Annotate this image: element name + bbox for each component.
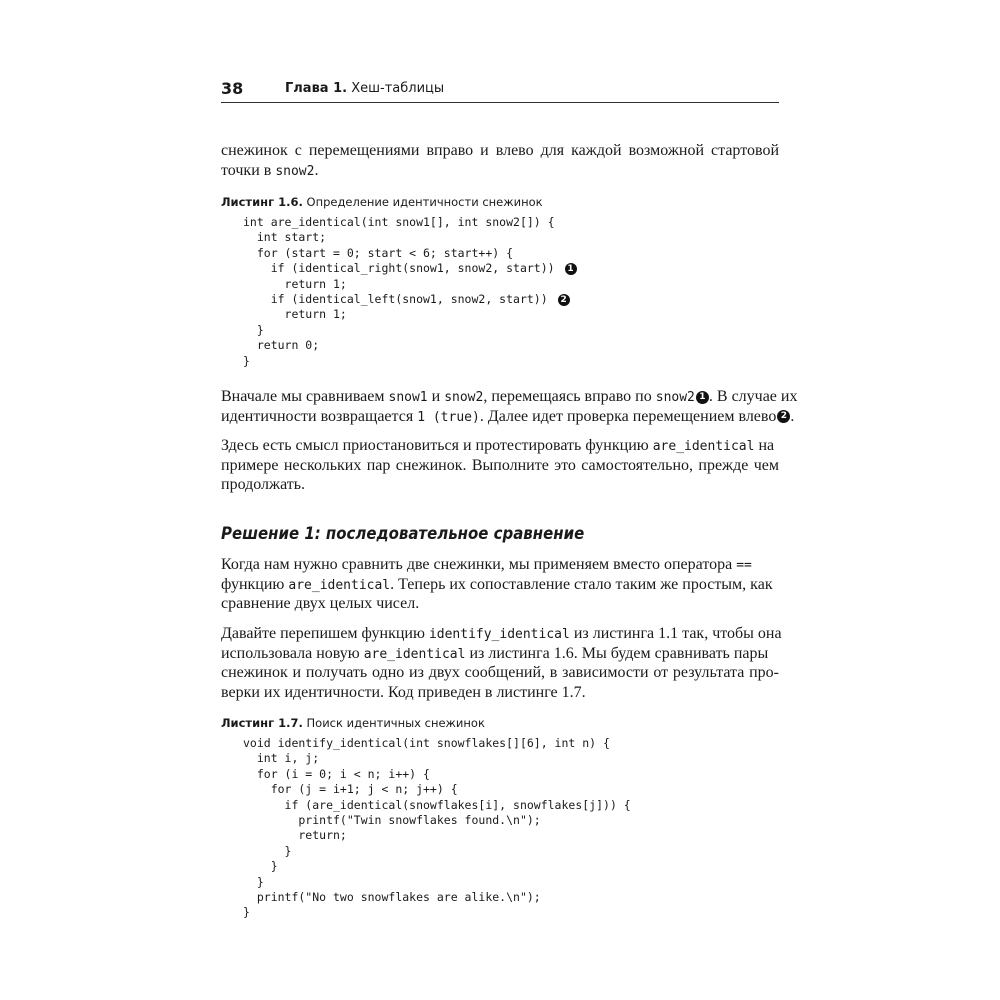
paragraph-line: снежинок с перемещениями вправо и влево для каждой возможной стартовой [221, 142, 779, 159]
listing-title: Определение идентичности снежинок [306, 195, 543, 209]
chapter-label: Глава 1. [285, 81, 348, 96]
paragraph-line [221, 436, 779, 456]
inline-code: identify_identical [428, 627, 570, 642]
listing-caption [221, 716, 485, 730]
text-span: Вначале мы сравниваем [221, 388, 389, 405]
inline-code: are_identical [288, 577, 391, 593]
inline-code: snow2 [275, 163, 315, 179]
text-span: идентичности возвращается [221, 407, 418, 425]
chapter-name: Хеш-таблицы [351, 81, 445, 96]
chapter-title [285, 81, 444, 96]
code-line: int start; [243, 230, 327, 245]
code-line: return 1; [243, 276, 347, 291]
callout-marker-2: 2 [558, 294, 570, 306]
paragraph-rewrite [221, 624, 782, 702]
inline-code: are_identical [363, 646, 466, 662]
text-span: и [427, 388, 445, 405]
inline-code: snow2 [655, 390, 695, 405]
code-text: if (identical_left(snow1, snow2, start)) [243, 292, 548, 307]
paragraph-line [221, 624, 782, 644]
page-number: 38 [221, 79, 244, 98]
text-span: . Далее идет проверка перемещением влево [479, 407, 777, 425]
text-span: . [790, 407, 795, 425]
text-span: . [314, 161, 319, 179]
text-span: использовала новую [221, 644, 364, 662]
text-span: . В случае их [708, 388, 798, 405]
text-span: функцию [221, 575, 289, 593]
paragraph-line [221, 387, 798, 407]
text-span: Когда нам нужно сравнить две снежинки, мы применяем вместо оператора [221, 556, 737, 573]
paragraph-line [221, 575, 779, 595]
listing-label: Листинг 1.7. [221, 716, 303, 730]
inline-code: snow1 [388, 390, 428, 405]
text-span: из листинга 1.1 так, чтобы она [569, 625, 782, 642]
text-span: Давайте перепишем функцию [221, 625, 429, 642]
paragraph-line: верки их идентичности. Код приведен в листинге 1.7. [221, 683, 586, 701]
text-span: . Теперь их сопоставление стало таким же простым, как [390, 575, 773, 593]
paragraph-solution [221, 555, 779, 614]
callout-marker-1: 1 [565, 263, 577, 275]
code-line: } [243, 353, 250, 368]
section-heading: Решение 1: последовательное сравнение [221, 524, 585, 544]
paragraph-line: продолжать. [221, 476, 306, 493]
paragraph-line [221, 644, 779, 664]
callout-marker-2: 2 [777, 410, 790, 423]
paragraph-line [221, 407, 795, 427]
text-span: , перемещаясь вправо по [483, 388, 656, 405]
paragraph-explanation [221, 387, 798, 426]
code-line: } [243, 322, 264, 337]
code-listing-1-7: void identify_identical(int snowflakes[][6], int n) { int i, j; for (i = 0; i < n; i++) { for (j = i+1; j < n; j++) { if (are_identical(snowflakes[i], snowflakes[j])) { printf("Twin snowflakes found.\n"); return; } } } printf("No two snowflakes are alike.\n"); } [243, 736, 631, 920]
running-header [221, 78, 779, 103]
code-line [243, 292, 577, 307]
callout-marker-1: 1 [696, 391, 709, 404]
code-line: return 1; [243, 307, 347, 322]
inline-code: are_identical [652, 439, 755, 454]
paragraph-line: сравнение двух целых чисел. [221, 595, 420, 612]
text-span: точки в [221, 161, 276, 179]
code-line [243, 261, 577, 276]
text-span: Здесь есть смысл приостановиться и протестировать функцию [221, 437, 653, 454]
inline-code: 1 (true) [417, 409, 480, 425]
inline-code: == [736, 558, 752, 573]
listing-title: Поиск идентичных снежинок [306, 716, 485, 730]
code-line: for (start = 0; start < 6; start++) { [243, 245, 514, 260]
text-span: из листинга 1.6. Мы будем сравнивать пары [465, 644, 769, 662]
code-listing-1-6 [243, 215, 577, 369]
listing-caption [221, 195, 543, 209]
code-line: return 0; [243, 338, 320, 353]
code-text: if (identical_right(snow1, snow2, start)) [243, 261, 555, 276]
listing-label: Листинг 1.6. [221, 195, 303, 209]
text-span: на [754, 437, 775, 454]
paragraph-intro [221, 141, 779, 180]
paragraph-line [221, 161, 779, 181]
paragraph-test-suggestion [221, 436, 779, 495]
paragraph-line: примере нескольких пар снежинок. Выполните это самостоятельно, прежде чем [221, 456, 779, 474]
inline-code: snow2 [444, 390, 484, 405]
paragraph-line [221, 555, 779, 575]
code-line: int are_identical(int snow1[], int snow2[]) { [243, 215, 555, 229]
paragraph-line: снежинок и получать одно из двух сообщений, в зависимости от результата про- [221, 664, 779, 681]
